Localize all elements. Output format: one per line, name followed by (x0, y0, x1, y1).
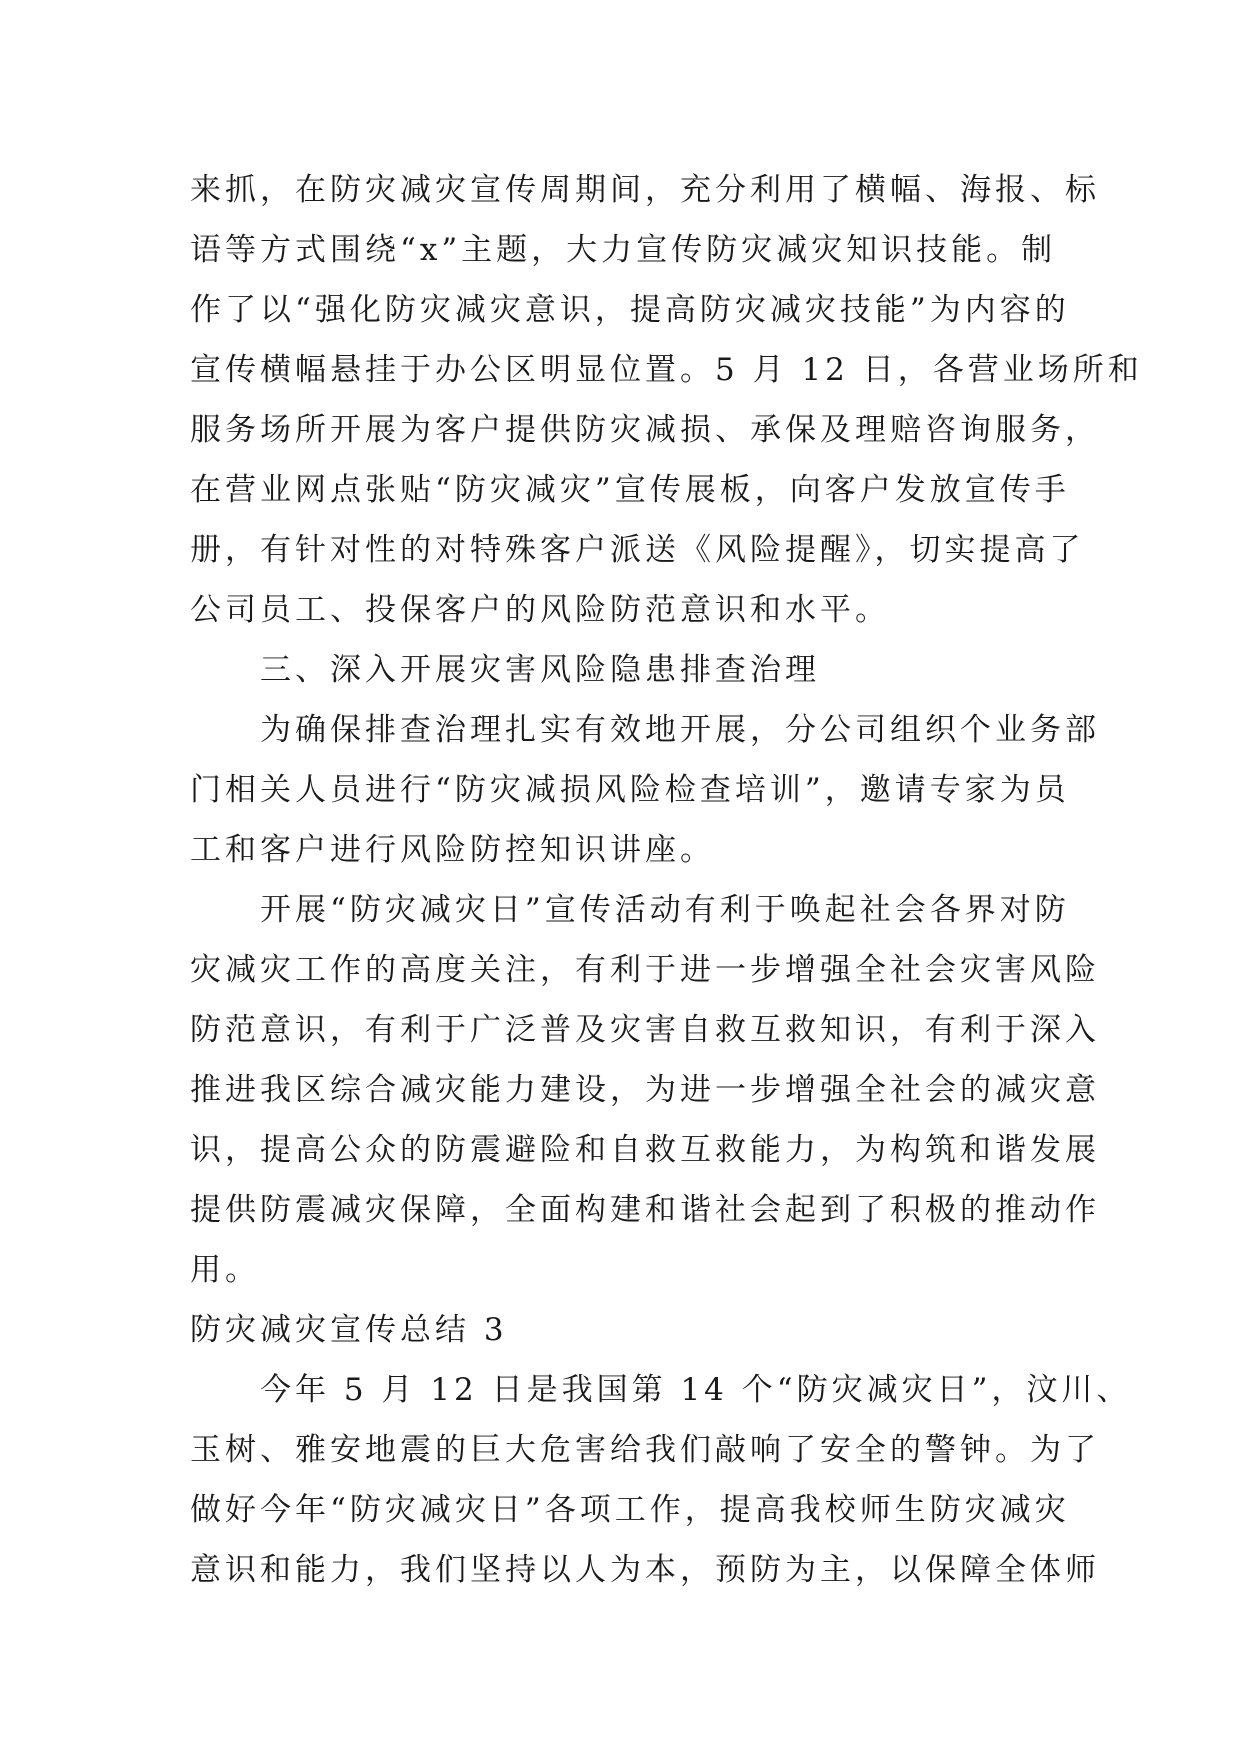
paragraph-disaster-day (190, 1360, 1132, 1600)
text-line: 今年 5 月 12 日是我国第 14 个“防灾减灾日”，汶川、 (260, 1372, 1132, 1408)
text-line: 来抓，在防灾减灾宣传周期间，充分利用了横幅、海报、标 (190, 172, 1100, 208)
text-line: 门相关人员进行“防灾减损风险检查培训”，邀请专家为员 (190, 772, 1070, 808)
text-line: 作了以“强化防灾减灾意识，提高防灾减灾技能”为内容的 (190, 292, 1070, 328)
text-line: 三、深入开展灾害风险隐患排查治理 (260, 652, 820, 688)
text-line: 意识和能力，我们坚持以人为本，预防为主，以保障全体师 (190, 1552, 1100, 1588)
paragraph-significance (190, 880, 1100, 1300)
text-line: 册，有针对性的对特殊客户派送《风险提醒》，切实提高了 (190, 532, 1085, 568)
text-line: 灾减灾工作的高度关注，有利于进一步增强全社会灾害风险 (190, 952, 1100, 988)
text-line: 防范意识，有利于广泛普及灾害自救互救知识，有利于深入 (190, 1012, 1100, 1048)
text-line: 语等方式围绕“x”主题，大力宣传防灾减灾知识技能。制 (190, 232, 1057, 268)
text-line: 为确保排查治理扎实有效地开展，分公司组织个业务部 (260, 712, 1100, 748)
paragraph-publicity-week (190, 160, 1143, 640)
text-line: 在营业网点张贴“防灾减灾”宣传展板，向客户发放宣传手 (190, 472, 1070, 508)
text-line: 识，提高公众的防震避险和自救互救能力，为构筑和谐发展 (190, 1132, 1100, 1168)
text-line: 公司员工、投保客户的风险防范意识和水平。 (190, 592, 890, 628)
document-body (190, 160, 1143, 1600)
document-subtitle (190, 1300, 1070, 1360)
text-line: 开展“防灾减灾日”宣传活动有利于唤起社会各界对防 (260, 892, 1070, 928)
text-line: 服务场所开展为客户提供防灾减损、承保及理赔咨询服务， (190, 412, 1100, 448)
text-line: 提供防震减灾保障，全面构建和谐社会起到了积极的推动作 (190, 1192, 1100, 1228)
text-line: 做好今年“防灾减灾日”各项工作，提高我校师生防灾减灾 (190, 1492, 1070, 1528)
section-heading (190, 640, 1070, 700)
text-line: 工和客户进行风险防控知识讲座。 (190, 832, 715, 868)
text-line: 用。 (190, 1252, 260, 1288)
text-line: 防灾减灾宣传总结 3 (190, 1312, 508, 1348)
text-line: 宣传横幅悬挂于办公区明显位置。5 月 12 日，各营业场所和 (190, 352, 1143, 388)
paragraph-inspection (190, 700, 1100, 880)
text-line: 推进我区综合减灾能力建设，为进一步增强全社会的减灾意 (190, 1072, 1100, 1108)
text-line: 玉树、雅安地震的巨大危害给我们敲响了安全的警钟。为了 (190, 1432, 1100, 1468)
